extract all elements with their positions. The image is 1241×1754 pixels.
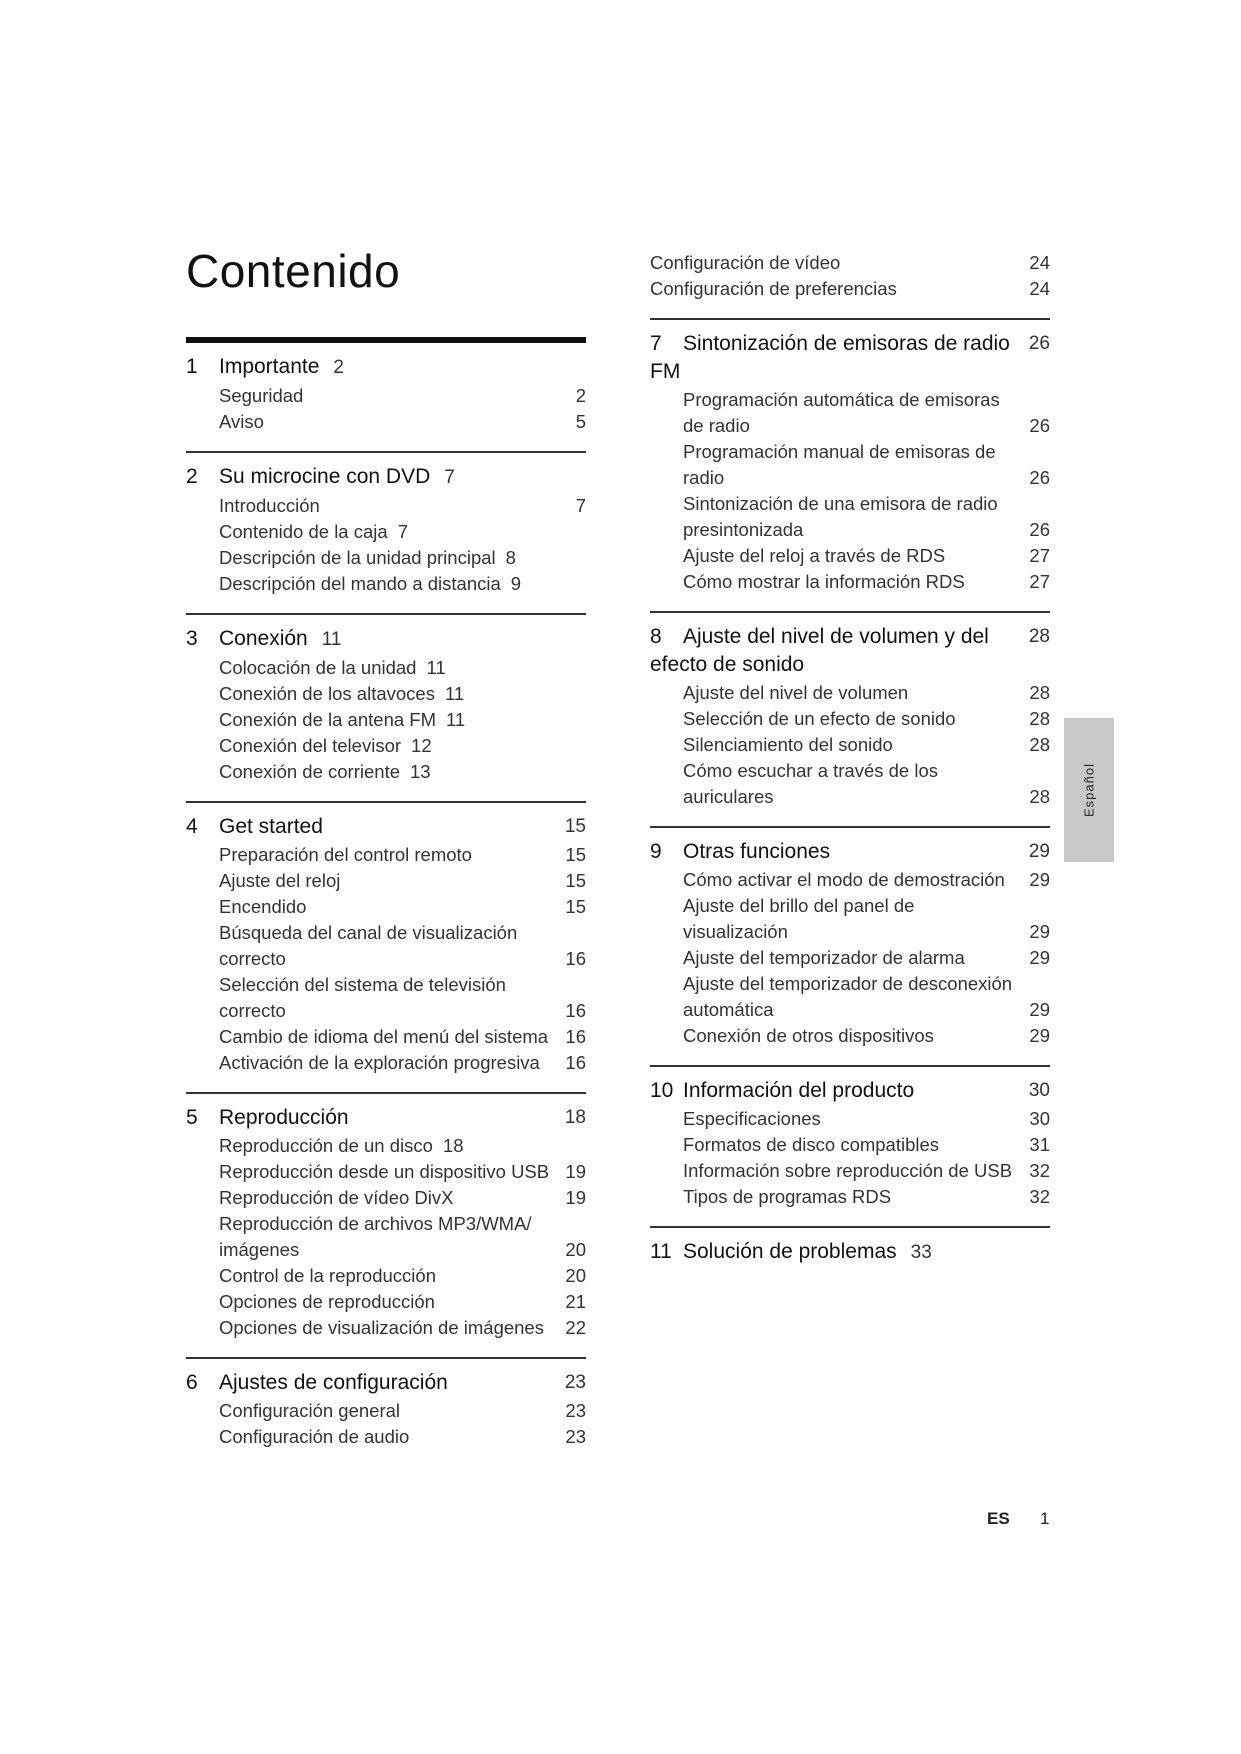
entry-text: Selección de un efecto de sonido xyxy=(683,708,956,729)
toc-entry[interactable] xyxy=(683,1106,1050,1132)
section-number: 6 xyxy=(186,1371,198,1394)
toc-section xyxy=(650,595,1050,810)
toc-section xyxy=(650,810,1050,1049)
entry-page: 29 xyxy=(1029,869,1050,890)
entry-text: Conexión de otros dispositivos xyxy=(683,1025,934,1046)
section-spacer xyxy=(650,595,1050,611)
entry-text: Reproducción de vídeo DivX xyxy=(219,1187,454,1208)
entry-text: Cómo mostrar la información RDS xyxy=(683,571,965,592)
section-spacer xyxy=(650,302,1050,318)
toc-entry[interactable] xyxy=(683,387,1050,439)
toc-entry[interactable] xyxy=(219,1289,586,1315)
toc-entry[interactable] xyxy=(219,1315,586,1341)
section-spacer xyxy=(186,1076,586,1092)
entry-text: Reproducción de un disco xyxy=(219,1135,433,1156)
section-title: Información del producto xyxy=(683,1079,915,1102)
section-entries xyxy=(650,867,1050,1049)
entry-page: 28 xyxy=(1029,708,1050,729)
toc-entry[interactable] xyxy=(219,842,586,868)
entry-text: Descripción del mando a distancia xyxy=(219,573,501,594)
section-page: 11 xyxy=(321,629,342,650)
toc-entry[interactable] xyxy=(219,972,586,1024)
toc-entry[interactable] xyxy=(219,1185,586,1211)
toc-section xyxy=(186,597,586,785)
section-spacer xyxy=(186,597,586,613)
section-page: 7 xyxy=(444,467,455,488)
section-divider xyxy=(650,611,1050,613)
entry-page: 29 xyxy=(1029,921,1050,942)
section-entries xyxy=(186,383,586,435)
toc-entry[interactable] xyxy=(683,569,1050,595)
entry-text: Opciones de reproducción xyxy=(219,1291,435,1312)
toc-entry[interactable] xyxy=(219,681,586,707)
entry-text: Contenido de la caja xyxy=(219,521,388,542)
section-heading[interactable] xyxy=(186,1369,586,1397)
section-title: Su microcine con DVD xyxy=(219,465,431,488)
toc-left-column xyxy=(186,337,586,1450)
section-heading[interactable] xyxy=(650,330,1050,386)
entry-page: 22 xyxy=(565,1317,586,1338)
entry-page: 16 xyxy=(565,1052,586,1073)
section-divider xyxy=(186,613,586,615)
toc-entry[interactable] xyxy=(219,1263,586,1289)
section-heading[interactable] xyxy=(650,623,1050,679)
section-title: Ajuste del nivel de volumen y del efecto de sonido xyxy=(650,625,989,676)
entry-page: 15 xyxy=(565,896,586,917)
toc-entry[interactable] xyxy=(650,250,1050,276)
toc-entry[interactable] xyxy=(219,655,586,681)
entry-text: Conexión de la antena FM xyxy=(219,709,436,730)
toc-entry[interactable] xyxy=(683,1158,1050,1184)
entry-page: 32 xyxy=(1029,1160,1050,1181)
entry-page: 9 xyxy=(510,573,522,594)
entry-page: 29 xyxy=(1029,1025,1050,1046)
entry-text: Ajuste del reloj a través de RDS xyxy=(683,545,946,566)
section-divider xyxy=(650,1065,1050,1067)
entry-page: 15 xyxy=(565,844,586,865)
entry-page: 18 xyxy=(442,1135,464,1156)
toc-section xyxy=(650,302,1050,595)
section-page: 33 xyxy=(910,1242,932,1263)
section-title: Sintonización de emisoras de radio FM xyxy=(650,332,1010,383)
entry-page: 30 xyxy=(1029,1108,1050,1129)
toc-entry[interactable] xyxy=(219,733,586,759)
section-number: 7 xyxy=(650,332,662,355)
entry-page: 8 xyxy=(505,547,516,568)
entry-text: Control de la reproducción xyxy=(219,1265,436,1286)
section-entries xyxy=(186,493,586,597)
footer-page-number: 1 xyxy=(1040,1509,1050,1528)
entry-page: 26 xyxy=(1029,415,1050,436)
section-divider xyxy=(650,1226,1050,1228)
page-title: Contenido xyxy=(186,245,401,297)
entry-page: 21 xyxy=(565,1291,586,1312)
language-side-tab xyxy=(1064,718,1114,862)
section-number: 3 xyxy=(186,627,198,650)
entry-page: 26 xyxy=(1029,467,1050,488)
section-divider xyxy=(650,318,1050,320)
section-divider xyxy=(186,1357,586,1359)
entry-text: Formatos de disco compatibles xyxy=(683,1134,940,1155)
section-heading[interactable] xyxy=(650,1077,1050,1105)
entry-text: Ajuste del temporizador de desconexión automática xyxy=(683,973,1013,1020)
section-heading[interactable] xyxy=(186,463,586,492)
toc-entry[interactable] xyxy=(683,1184,1050,1210)
entry-page: 16 xyxy=(565,1000,586,1021)
section-number: 5 xyxy=(186,1106,198,1129)
toc-entry[interactable] xyxy=(683,867,1050,893)
entry-page: 29 xyxy=(1029,947,1050,968)
entry-page: 2 xyxy=(575,385,586,406)
toc-entry[interactable] xyxy=(219,759,586,785)
entry-page: 24 xyxy=(1029,252,1050,273)
toc-section xyxy=(650,1049,1050,1210)
footer-language-code: ES xyxy=(987,1509,1010,1528)
entry-text: Introducción xyxy=(219,495,320,516)
entry-text: Cómo escuchar a través de los auriculares xyxy=(683,760,939,807)
section-entries xyxy=(650,680,1050,810)
entry-text: Configuración de preferencias xyxy=(650,278,897,299)
toc-entry[interactable] xyxy=(683,680,1050,706)
entry-page: 26 xyxy=(1029,519,1050,540)
section-title: Reproducción xyxy=(219,1106,349,1129)
section-page: 23 xyxy=(564,1372,586,1393)
toc-entry[interactable] xyxy=(219,545,586,571)
entry-text: Cómo activar el modo de demostración xyxy=(683,869,1005,890)
toc-entry[interactable] xyxy=(219,894,586,920)
toc-entry[interactable] xyxy=(683,758,1050,810)
toc-entry[interactable] xyxy=(219,1424,586,1450)
entry-page: 20 xyxy=(565,1265,586,1286)
toc-entry[interactable] xyxy=(219,1050,586,1076)
entry-text: Sintonización de una emisora de radio presintonizada xyxy=(683,493,998,540)
section-heading[interactable] xyxy=(186,813,586,841)
entry-text: Conexión de los altavoces xyxy=(219,683,435,704)
entry-page: 28 xyxy=(1029,734,1050,755)
entry-page: 31 xyxy=(1029,1134,1050,1155)
section-entries xyxy=(186,1133,586,1341)
entry-text: Colocación de la unidad xyxy=(219,657,417,678)
entry-page: 11 xyxy=(446,709,466,730)
entry-page: 15 xyxy=(565,870,586,891)
section-page: 28 xyxy=(1028,626,1050,647)
section-heading[interactable] xyxy=(650,1238,1050,1267)
entry-page: 7 xyxy=(575,495,586,516)
section-number: 10 xyxy=(650,1079,674,1102)
section-number: 1 xyxy=(186,355,198,378)
section-divider xyxy=(650,826,1050,828)
toc-entry[interactable] xyxy=(683,893,1050,945)
toc-entry[interactable] xyxy=(219,409,586,435)
toc-entry[interactable] xyxy=(219,383,586,409)
toc-section xyxy=(186,1341,586,1450)
toc-entry[interactable] xyxy=(683,971,1050,1023)
entry-text: Activación de la exploración progresiva xyxy=(219,1052,540,1073)
entry-page: 28 xyxy=(1029,682,1050,703)
section-spacer xyxy=(650,810,1050,826)
entry-text: Conexión del televisor xyxy=(219,735,402,756)
toc-section xyxy=(186,1076,586,1341)
section-title: Solución de problemas xyxy=(683,1240,897,1263)
section-heading[interactable] xyxy=(186,1104,586,1132)
entry-text: Búsqueda del canal de visualización correcto xyxy=(219,922,518,969)
toc-section xyxy=(186,435,586,597)
toc-entry[interactable] xyxy=(650,276,1050,302)
toc-entry[interactable] xyxy=(219,707,586,733)
entry-page: 19 xyxy=(565,1161,586,1182)
section-entries xyxy=(186,1398,586,1450)
section-number: 2 xyxy=(186,465,198,488)
toc-entry[interactable] xyxy=(683,945,1050,971)
toc-entry[interactable] xyxy=(219,1024,586,1050)
toc-entry[interactable] xyxy=(219,493,586,519)
entry-text: Conexión de corriente xyxy=(219,761,400,782)
entry-text: Configuración de audio xyxy=(219,1426,410,1447)
entry-text: Configuración general xyxy=(219,1400,401,1421)
section-spacer xyxy=(650,1210,1050,1226)
toc-entry[interactable] xyxy=(683,439,1050,491)
entry-text: Ajuste del reloj xyxy=(219,870,341,891)
entry-text: Preparación del control remoto xyxy=(219,844,472,865)
entry-page: 28 xyxy=(1029,786,1050,807)
entry-text: Cambio de idioma del menú del sistema xyxy=(219,1026,549,1047)
toc-entry[interactable] xyxy=(683,543,1050,569)
entry-text: Programación automática de emisoras de radio xyxy=(683,389,1000,436)
entry-text: Descripción de la unidad principal xyxy=(219,547,496,568)
entry-text: Encendido xyxy=(219,896,307,917)
section-entries xyxy=(186,655,586,785)
entry-page: 13 xyxy=(410,761,431,782)
section-spacer xyxy=(650,1049,1050,1065)
entry-text: Ajuste del brillo del panel de visualización xyxy=(683,895,915,942)
toc-entry[interactable] xyxy=(219,1159,586,1185)
entry-text: Ajuste del nivel de volumen xyxy=(683,682,909,703)
entry-page: 27 xyxy=(1029,571,1050,592)
section-title: Get started xyxy=(219,815,323,838)
entry-page: 19 xyxy=(565,1187,586,1208)
section-spacer xyxy=(186,1341,586,1357)
toc-entry[interactable] xyxy=(683,732,1050,758)
section-title: Otras funciones xyxy=(683,840,831,863)
entry-text: Ajuste del temporizador de alarma xyxy=(683,947,965,968)
section-divider xyxy=(186,337,586,343)
section-number: 4 xyxy=(186,815,198,838)
toc-entry[interactable] xyxy=(683,706,1050,732)
entry-text: Opciones de visualización de imágenes xyxy=(219,1317,544,1338)
section-page: 15 xyxy=(564,816,586,837)
entry-text: Programación manual de emisoras de radio xyxy=(683,441,996,488)
section-number: 9 xyxy=(650,840,662,863)
section-page: 29 xyxy=(1028,841,1050,862)
section-heading[interactable] xyxy=(186,625,586,654)
toc-entry[interactable] xyxy=(683,1132,1050,1158)
section-heading[interactable] xyxy=(650,838,1050,866)
section-heading[interactable] xyxy=(186,353,586,382)
section-divider xyxy=(186,801,586,803)
section-number: 11 xyxy=(650,1240,672,1263)
toc-section xyxy=(186,337,586,435)
section-divider xyxy=(186,451,586,453)
entry-page: 16 xyxy=(565,1026,586,1047)
entry-text: Configuración de vídeo xyxy=(650,252,841,273)
section-title: Importante xyxy=(219,355,320,378)
section-number: 8 xyxy=(650,625,662,648)
entry-page: 11 xyxy=(426,657,446,678)
section-entries xyxy=(186,842,586,1076)
entry-page: 23 xyxy=(565,1426,586,1447)
toc-continued-entries xyxy=(650,250,1050,302)
entry-page: 29 xyxy=(1029,999,1050,1020)
entry-text: Información sobre reproducción de USB xyxy=(683,1160,1013,1181)
entry-page: 32 xyxy=(1029,1186,1050,1207)
entry-page: 12 xyxy=(411,735,432,756)
section-entries xyxy=(650,1106,1050,1210)
toc-section xyxy=(186,785,586,1076)
entry-text: Tipos de programas RDS xyxy=(683,1186,892,1207)
toc-entry[interactable] xyxy=(219,571,586,597)
section-page: 30 xyxy=(1028,1080,1050,1101)
entry-text: Reproducción de archivos MP3/WMA/ imágenes xyxy=(219,1213,532,1260)
section-page: 2 xyxy=(333,357,344,378)
toc-entry[interactable] xyxy=(683,491,1050,543)
section-spacer xyxy=(186,435,586,451)
entry-page: 16 xyxy=(565,948,586,969)
entry-page: 23 xyxy=(565,1400,586,1421)
entry-page: 20 xyxy=(565,1239,586,1260)
entry-page: 5 xyxy=(575,411,586,432)
section-title: Conexión xyxy=(219,627,308,650)
entry-text: Aviso xyxy=(219,411,264,432)
entry-text: Selección del sistema de televisión correcto xyxy=(219,974,506,1021)
toc-entry[interactable] xyxy=(219,1211,586,1263)
section-title: Ajustes de configuración xyxy=(219,1371,448,1394)
language-side-tab-label: Español xyxy=(1081,763,1097,817)
section-spacer xyxy=(186,785,586,801)
toc-entry[interactable] xyxy=(219,519,586,545)
entry-page: 11 xyxy=(444,683,465,704)
entry-text: Seguridad xyxy=(219,385,304,406)
toc-entry[interactable] xyxy=(219,1133,586,1159)
toc-entry[interactable] xyxy=(219,920,586,972)
entry-text: Especificaciones xyxy=(683,1108,821,1129)
toc-entry[interactable] xyxy=(219,1398,586,1424)
toc-section xyxy=(650,1210,1050,1267)
entry-page: 27 xyxy=(1029,545,1050,566)
section-page: 18 xyxy=(564,1107,586,1128)
section-page: 26 xyxy=(1028,333,1050,354)
entry-text: Silenciamiento del sonido xyxy=(683,734,893,755)
entry-text: Reproducción desde un dispositivo USB xyxy=(219,1161,550,1182)
toc-entry[interactable] xyxy=(219,868,586,894)
section-entries xyxy=(650,387,1050,595)
entry-page: 7 xyxy=(397,521,408,542)
entry-page: 24 xyxy=(1029,278,1050,299)
toc-entry[interactable] xyxy=(683,1023,1050,1049)
toc-right-column xyxy=(650,249,1050,1267)
section-divider xyxy=(186,1092,586,1094)
